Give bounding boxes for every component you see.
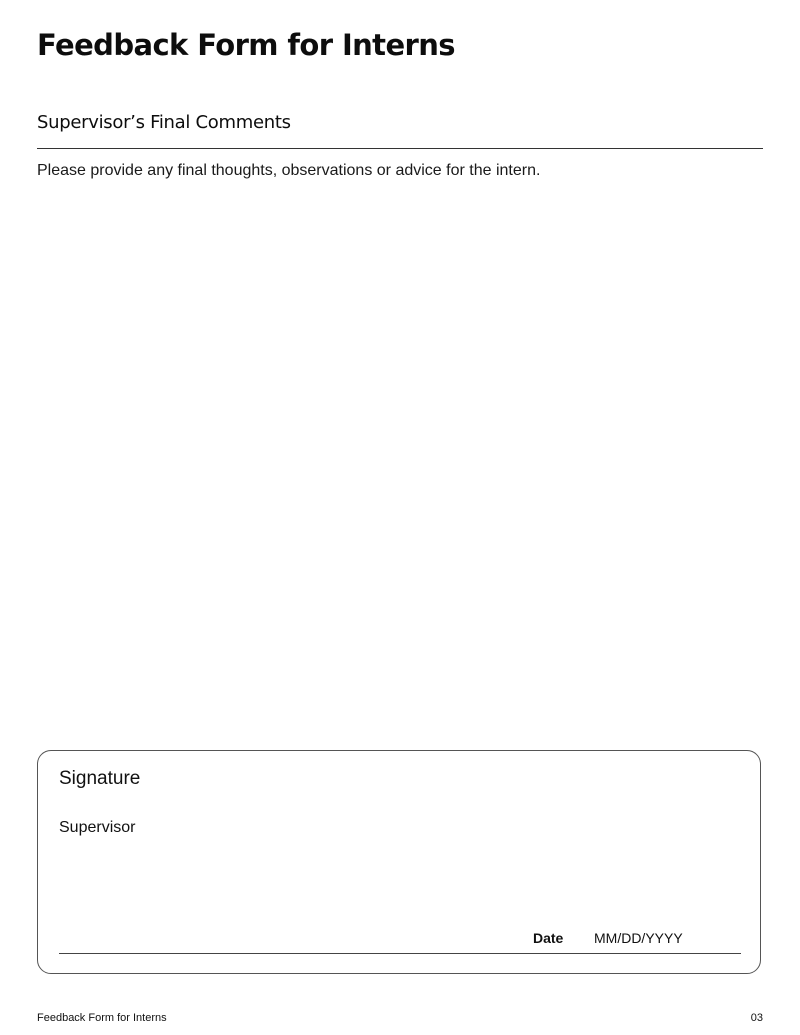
page-title: Feedback Form for Interns	[37, 28, 455, 62]
date-label: Date	[533, 930, 564, 946]
supervisor-label: Supervisor	[59, 819, 136, 836]
signature-box	[37, 750, 761, 974]
comments-instructions: Please provide any final thoughts, observations or advice for the intern.	[37, 162, 541, 179]
signature-line	[59, 953, 741, 954]
footer-document-title: Feedback Form for Interns	[37, 1012, 167, 1024]
comments-textarea[interactable]	[37, 190, 763, 730]
date-input[interactable]	[594, 928, 734, 948]
footer-page-number: 03	[750, 1012, 763, 1024]
section-divider	[37, 148, 763, 149]
section-title: Supervisor’s Final Comments	[37, 112, 291, 133]
signature-field[interactable]	[59, 846, 539, 946]
signature-title: Signature	[59, 768, 141, 789]
